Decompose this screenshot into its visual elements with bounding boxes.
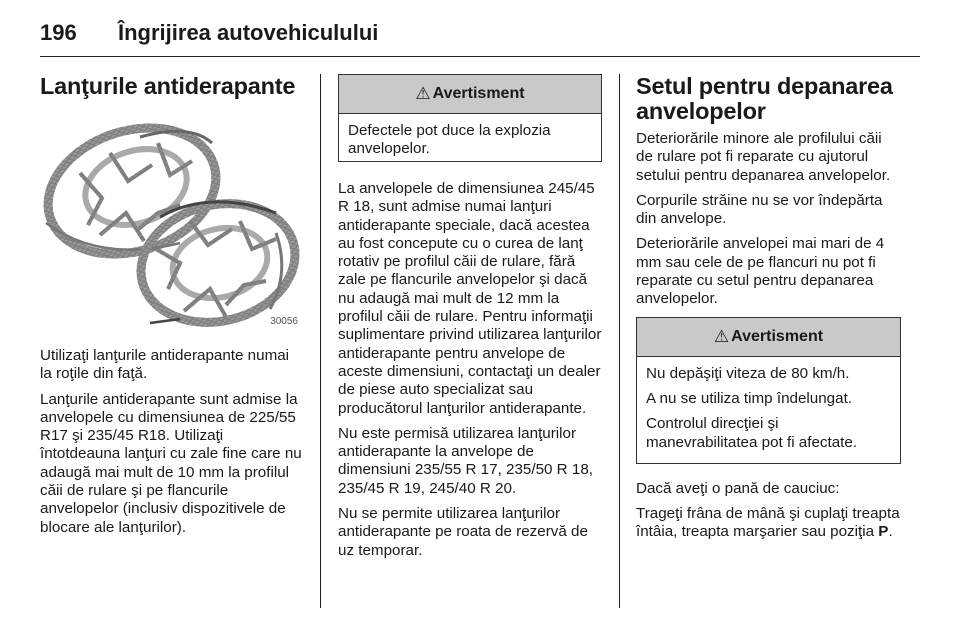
warning-body bbox=[339, 114, 601, 170]
page-number: 196 bbox=[40, 20, 77, 45]
final-text: Trageţi frâna de mână şi cuplaţi treapta întâia, treapta marşarier sau poziţia bbox=[636, 505, 900, 541]
warning-box bbox=[636, 317, 901, 464]
paragraph: Deteriorările minore ale profilului căii de rulare pot fi reparate cu ajutorul setului pentru depanarea anvelopelor. bbox=[636, 130, 891, 184]
warning-text: Defectele pot duce la explozia anvelopelor. bbox=[348, 122, 551, 158]
warning-item: A nu se utiliza timp îndelungat. bbox=[646, 389, 853, 407]
warning-item: Nu depăşiţi viteza de 80 km/h. bbox=[646, 364, 850, 382]
chapter-title: Îngrijirea autovehiculului bbox=[118, 20, 379, 45]
warning-title: Avertisment bbox=[731, 327, 824, 345]
gear-position-p: P bbox=[878, 523, 889, 541]
column-chain-sizes bbox=[338, 74, 602, 567]
warning-item: Controlul direcţiei şi manevrabilitatea pot fi afectate. bbox=[646, 415, 858, 451]
column-snow-chains bbox=[40, 74, 302, 544]
warning-triangle-icon: ⚠ bbox=[415, 83, 431, 103]
paragraph: Deteriorările anvelopei mai mari de 4 mm sau cele de pe flancuri nu pot fi reparate cu setul pentru depanarea anvelopelor. bbox=[636, 235, 885, 308]
warning-body bbox=[637, 357, 900, 463]
column-divider bbox=[320, 74, 321, 608]
final-end: . bbox=[888, 523, 893, 541]
section-title-repair-kit: Setul pentru depanarea anvelopelor bbox=[636, 73, 893, 124]
warning-triangle-icon: ⚠ bbox=[713, 326, 730, 346]
paragraph: Dacă aveţi o pană de cauciuc: bbox=[636, 479, 840, 497]
paragraph: Lanţurile antiderapante sunt admise la anvelopele cu dimensiunea de 225/55 R17 şi 235/45 R18. Utilizaţi întotdeauna lanţuri cu zale fine care nu adaugă mai mult de 10 mm la profilul căii de rulare şi pe flancurile anvelopelor (inclusiv dispozitivele de blocare ale lanţurilor). bbox=[40, 390, 302, 536]
paragraph: Utilizaţi lanţurile antiderapante numai la roţile din faţă. bbox=[40, 347, 290, 383]
chain-right bbox=[128, 188, 302, 333]
warning-header bbox=[637, 318, 900, 357]
warning-box bbox=[338, 74, 602, 162]
column-tyre-repair-kit bbox=[636, 74, 901, 549]
page-header bbox=[40, 16, 920, 57]
section-title-snow-chains: Lanţurile antiderapante bbox=[40, 73, 296, 99]
warning-title: Avertisment bbox=[432, 84, 525, 102]
paragraph: Nu se permite utilizarea lanţurilor antiderapante pe roata de rezervă de uz temporar. bbox=[338, 505, 588, 559]
snow-chains-drawing bbox=[40, 113, 302, 333]
snow-chains-illustration bbox=[40, 113, 302, 333]
paragraph: La anvelopele de dimensiunea 245/45 R 18, sunt admise numai lanţuri antiderapante speciale, dacă acestea au fost concepute cu o curea de lanţ rotativ pe profilul căii de rulare, fără zale pe flancurile anvelopelor şi dacă nu adaugă mai mult de 12 mm la profilul căii de rulare. Pentru informaţii suplimentare privind utilizarea lanţurilor antiderapante pentru anvelope de aceste dimensiuni, contactaţi un dealer de piese auto specializat sau producătorul lanţurilor antiderapante. bbox=[338, 180, 602, 417]
warning-header bbox=[339, 75, 601, 114]
paragraph-final bbox=[636, 505, 901, 542]
column-divider bbox=[619, 74, 620, 608]
paragraph: Corpurile străine nu se vor îndepărta din anvelope. bbox=[636, 191, 883, 228]
figure-number: 30056 bbox=[270, 315, 298, 327]
paragraph: Nu este permisă utilizarea lanţurilor antiderapante la anvelope de dimensiuni 235/55 R 17, 235/50 R 18, 235/45 R 19, 245/40 R 20. bbox=[338, 424, 593, 497]
chain-left bbox=[40, 113, 232, 275]
